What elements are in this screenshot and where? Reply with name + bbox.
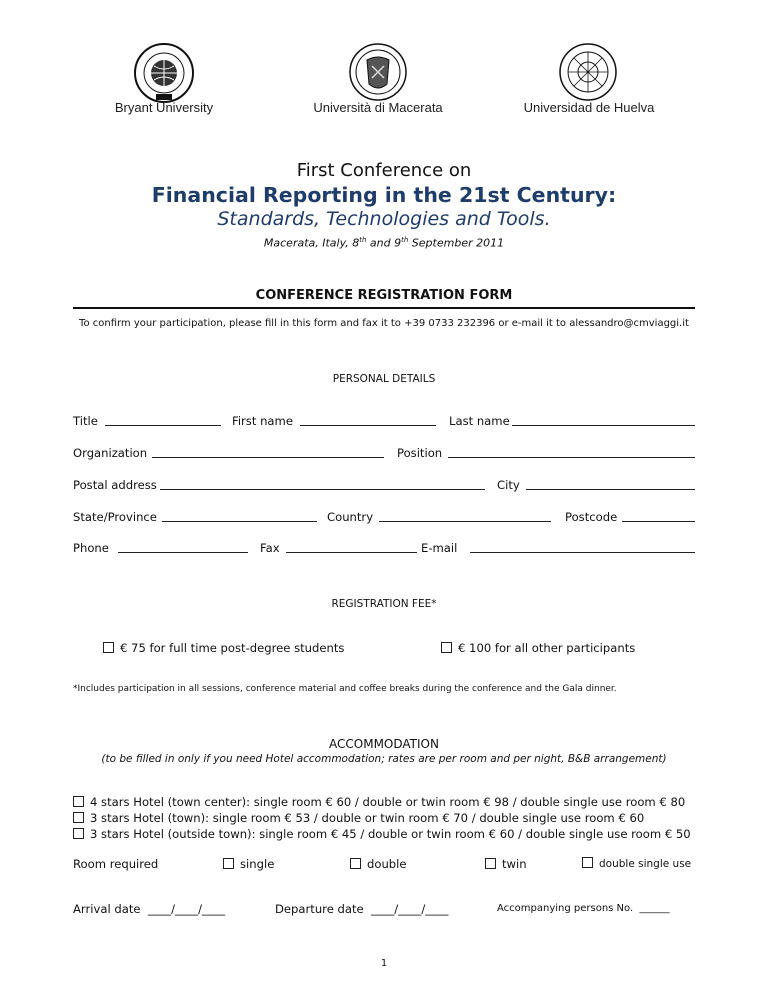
position-label: Position [397,446,443,460]
departure-date-label: Departure date [275,902,364,916]
checkbox-icon[interactable] [223,858,234,869]
room-option-twin[interactable] [485,857,527,871]
checkbox-icon[interactable] [73,812,84,823]
page-number: 1 [380,958,388,969]
postal-address-label: Postal address [73,478,157,492]
form-instructions: To confirm your participation, please fill in this form and fax it to +39 0733 232396 or e-mail it to alessandro@cmviaggi.it [79,318,689,329]
conference-title: Financial Reporting in the 21st Century: [151,183,617,207]
fee-option-students-label: € 75 for full time post-degree students [120,641,345,655]
date-prefix: Macerata, Italy, 8 [263,236,360,250]
conference-subtitle: Standards, Technologies and Tools. [217,208,551,230]
macerata-seal-icon [345,42,411,102]
hotel-option-3[interactable] [73,827,691,841]
logo-label-macerata: Università di Macerata [313,100,443,115]
date-mid: and 9 [366,236,402,250]
room-option-single-label: single [240,857,275,871]
fee-option-others-label: € 100 for all other participants [458,641,636,655]
accompanying-persons-field[interactable]: ______ [639,903,670,914]
departure-date-field[interactable]: ____/____/____ [371,902,449,916]
departure-date[interactable] [275,902,448,916]
postcode-label: Postcode [565,510,618,524]
conference-date [0,236,768,250]
state-field[interactable] [162,510,317,522]
room-option-double-single-use[interactable] [582,857,691,870]
pre-title: First Conference on [296,160,472,181]
checkbox-icon[interactable] [485,858,496,869]
date-sup2: th [401,236,409,244]
last-name-field[interactable] [512,414,695,426]
hotel-option-2-label: 3 stars Hotel (town): single room € 53 / double or twin room € 70 / double single use room € 60 [90,811,645,825]
title-rule [73,307,695,309]
room-option-double-single-use-label: double single use [599,858,692,870]
checkbox-icon[interactable] [103,642,114,653]
state-label: State/Province [73,510,157,524]
organization-field[interactable] [152,446,384,458]
form-title: CONFERENCE REGISTRATION FORM [255,288,513,303]
checkbox-icon[interactable] [350,858,361,869]
hotel-option-3-label: 3 stars Hotel (outside town): single room € 45 / double or twin room € 60 / double single use room € 50 [90,827,691,841]
date-sup1: th [359,236,367,244]
accompanying-persons-label: Accompanying persons No. [497,903,634,914]
logo-label-huelva: Universidad de Huelva [523,100,655,115]
room-option-twin-label: twin [502,857,527,871]
arrival-date-field[interactable]: ____/____/____ [147,902,226,916]
room-required-label: Room required [73,857,159,871]
hotel-option-1-label: 4 stars Hotel (town center): single room € 60 / double or twin room € 98 / double single use room € 80 [90,795,686,809]
accompanying-persons[interactable] [497,903,670,914]
phone-field[interactable] [118,541,248,553]
checkbox-icon[interactable] [582,857,593,868]
registration-fee-heading: REGISTRATION FEE* [331,598,437,610]
first-name-label: First name [232,414,293,428]
accommodation-heading: ACCOMMODATION [329,737,439,751]
checkbox-icon[interactable] [441,642,452,653]
country-label: Country [327,510,374,524]
checkbox-icon[interactable] [73,796,84,807]
room-option-double-label: double [367,857,407,871]
title-label: Title [73,414,98,428]
last-name-label: Last name [449,414,510,428]
title-field[interactable] [105,414,221,426]
fax-field[interactable] [286,541,417,553]
first-name-field[interactable] [300,414,436,426]
huelva-seal-icon [555,42,621,102]
hotel-option-2[interactable] [73,811,644,825]
logo-label-bryant: Bryant University [114,100,214,115]
checkbox-icon[interactable] [73,828,84,839]
postcode-field[interactable] [622,510,695,522]
room-option-double[interactable] [350,857,407,871]
city-label: City [497,478,520,492]
email-label: E-mail [421,541,458,555]
organization-label: Organization [73,446,148,460]
date-suffix: September 2011 [408,236,505,250]
city-field[interactable] [526,478,695,490]
fee-option-others[interactable] [441,641,635,655]
arrival-date[interactable] [73,902,225,916]
fee-note: *Includes participation in all sessions, conference material and coffee breaks during the conference and the Gala dinner. [73,684,617,694]
accommodation-note: (to be filled in only if you need Hotel accommodation; rates are per room and per night, B&B arrangement) [101,753,667,765]
arrival-date-label: Arrival date [73,902,141,916]
personal-details-heading: PERSONAL DETAILS [332,373,436,385]
hotel-option-1[interactable] [73,795,685,809]
country-field[interactable] [379,510,551,522]
position-field[interactable] [448,446,695,458]
phone-label: Phone [73,541,109,555]
postal-address-field[interactable] [160,478,485,490]
email-field[interactable] [470,541,695,553]
bryant-seal-icon [130,42,198,104]
fax-label: Fax [260,541,280,555]
room-option-single[interactable] [223,857,274,871]
fee-option-students[interactable] [103,641,344,655]
